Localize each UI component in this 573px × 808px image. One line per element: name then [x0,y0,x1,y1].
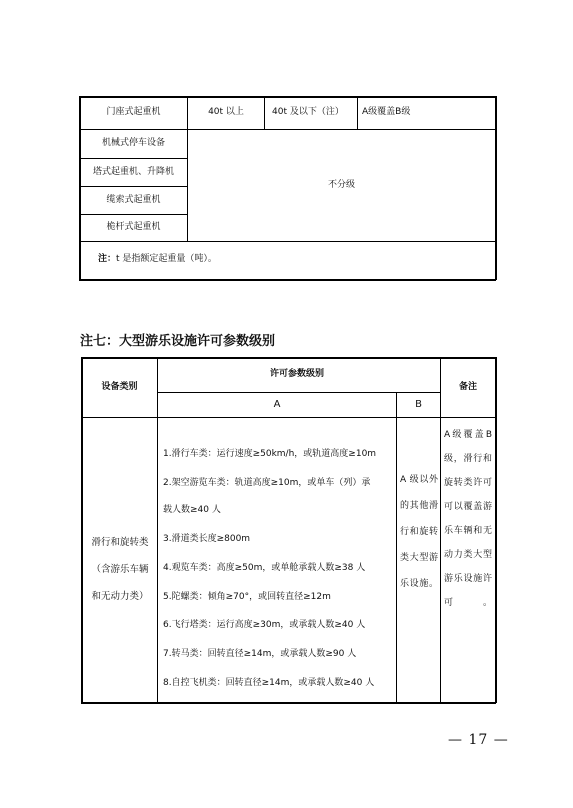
param-item: 5.陀螺类：倾角≥70°，或回转直径≥12m [163,592,331,602]
param-item: 载人数≥40 人 [163,505,221,515]
table1-row-name: 桅杆式起重机 [106,222,161,233]
param-item: 4.观览车类：高度≥50m，或单舱承载人数≥38 人 [163,563,366,573]
table1-row-name: 塔式起重机、升降机 [92,166,174,177]
table2-right-border [495,357,497,703]
section-heading: 注七：大型游乐设施许可参数级别 [80,334,276,349]
b-level-text: A 级以外的其他滑行和旋转类大型游乐设施。 [400,475,438,589]
table1-row-name: 机械式停车设备 [101,138,165,149]
remark-text: A级覆盖B级，滑行和旋转类许可可以覆盖游乐车辆和无动力类大型游乐设施许可。 [444,430,492,608]
param-item: 3.滑道类长度≥800m [163,534,251,544]
param-item: 7.转马类：回转直径≥14m，或承载人数≥90 人 [163,649,357,659]
table1-right-border [495,96,497,280]
param-item: 2.架空游览车类：轨道高度≥10m，或单车（列）承 [163,478,371,488]
table2-header-bottom [81,417,496,418]
header-category: 设备类别 [101,381,138,392]
footnote-label: 注： [98,254,117,264]
header-col-a: A [273,398,281,410]
category-line: 滑行和旋转类 [91,537,149,548]
table1-row-b: 40t 及以下（注） [272,107,344,118]
category-line: （含游乐车辆 [91,564,149,575]
table1-row-name: 门座式起重机 [106,107,161,118]
param-item: 1.滑行车类：运行速度≥50km/h，或轨道高度≥10m [163,449,377,459]
table1-footnote [98,254,478,268]
table1-col-divider [264,96,265,130]
table1-row-divider [79,241,496,242]
header-col-b: B [415,398,422,410]
header-remark: 备注 [458,381,477,392]
table1-col-divider [357,96,358,130]
table1-bottom-border [79,279,496,281]
page-number: — 17 — [448,732,509,748]
param-item: 8.自控飞机类：回转直径≥14m，或承载人数≥40 人 [163,678,375,688]
table1-row-a: 40t 以上 [208,107,244,118]
table1-merged-cell: 不分级 [327,179,355,190]
table1-row-note: A级覆盖B级 [362,107,411,118]
param-item: 6.飞行塔类：运行高度≥30m，或承载人数≥40 人 [163,620,366,630]
category-cell [84,529,156,610]
header-params: 许可参数级别 [269,369,324,380]
table2-col-divider [396,392,397,703]
table2-bottom-border [81,702,496,704]
footnote-text: t 是指额定起重量（吨）。 [116,254,217,264]
table1-row-name: 缆索式起重机 [106,194,161,205]
category-line: 和无动力类） [91,591,149,602]
